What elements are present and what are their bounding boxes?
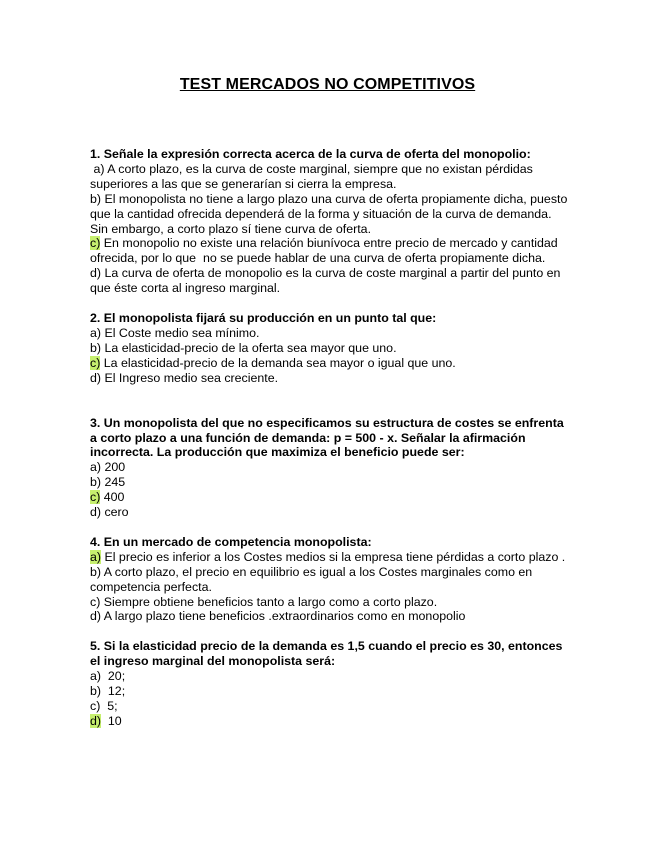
option-letter-highlighted: d) <box>90 713 102 728</box>
question-2 <box>90 311 568 386</box>
question-3 <box>90 416 568 520</box>
option-d <box>90 505 568 520</box>
option-text: cero <box>101 505 129 520</box>
option-text: A corto plazo, el precio en equilibrio es igual a los Costes marginales como en competencia perfecta. <box>90 564 536 594</box>
option-letter-highlighted: c) <box>90 236 101 251</box>
option-text: 5; <box>100 699 118 713</box>
option-letter: d) <box>90 609 102 624</box>
option-text: El Coste medio sea mínimo. <box>101 325 260 340</box>
option-c <box>90 490 568 505</box>
option-c <box>90 595 568 610</box>
question-text: 3. Un monopolista del que no especificamos su estructura de costes se enfrenta a corto plazo a una función de demanda: p = 500 - x. Señalar la afirmación incorrecta. La producción que maximiza el beneficio puede ser: <box>90 415 564 460</box>
option-letter: b) <box>90 684 102 699</box>
option-d <box>90 371 568 386</box>
option-letter-highlighted: a) <box>90 549 102 564</box>
option-text: 12; <box>101 684 126 699</box>
option-text: El Ingreso medio sea creciente. <box>101 370 279 385</box>
option-letter: a) <box>90 325 102 340</box>
option-letter: c) <box>90 594 101 609</box>
question-text: 1. Señale la expresión correcta acerca de la curva de oferta del monopolio: <box>90 147 531 161</box>
option-letter: d) <box>90 505 102 520</box>
question-text: 2. El monopolista fijará su producción en un punto tal que: <box>90 311 437 326</box>
option-letter: a) <box>90 669 102 684</box>
option-b <box>90 475 568 490</box>
option-text: A corto plazo, es la curva de coste marginal, siempre que no existan pérdidas superiores a las que se generarían si cierra la empresa. <box>90 161 537 191</box>
option-a <box>90 669 568 684</box>
option-letter: c) <box>90 699 101 713</box>
option-text: El monopolista no tiene a largo plazo una curva de oferta propiamente dicha, puesto que la cantidad ofrecida dependerá de la forma y situación de la curva de demanda. Sin embargo, a corto plazo sí tiene curva de oferta. <box>90 191 571 236</box>
option-c <box>90 236 568 266</box>
question-list <box>90 147 571 729</box>
option-text: 200 <box>101 460 126 475</box>
option-b <box>90 191 571 237</box>
option-d <box>90 266 568 296</box>
option-letter: b) <box>90 191 102 206</box>
option-text: A largo plazo tiene beneficios .extraordinarios como en monopolio <box>101 609 466 624</box>
option-letter-highlighted: c) <box>90 490 101 505</box>
option-text: La curva de oferta de monopolio es la curva de coste marginal a partir del punto en que éste corta al ingreso marginal. <box>90 266 564 296</box>
option-letter-highlighted: c) <box>90 355 101 370</box>
option-text: 10 <box>101 713 122 728</box>
option-letter: a) <box>90 460 102 475</box>
option-c <box>90 356 568 371</box>
question-text: 4. En un mercado de competencia monopolista: <box>90 534 372 549</box>
option-letter: d) <box>90 370 102 385</box>
option-d <box>90 714 568 729</box>
option-text: Siempre obtiene beneficios tanto a largo como a corto plazo. <box>100 594 438 609</box>
option-a <box>90 550 568 565</box>
question-5 <box>90 639 568 728</box>
option-text: 400 <box>100 490 125 505</box>
option-text: La elasticidad-precio de la oferta sea mayor que uno. <box>101 340 397 355</box>
question-text: 5. Si la elasticidad precio de la demanda es 1,5 cuando el precio es 30, entonces el ingreso marginal del monopolista será: <box>90 639 563 669</box>
option-letter: b) <box>90 475 102 490</box>
option-b <box>90 684 568 699</box>
question-1 <box>90 147 571 296</box>
option-a <box>90 460 568 475</box>
option-letter: a) <box>90 161 105 176</box>
option-b <box>90 565 568 595</box>
option-text: En monopolio no existe una relación biunívoca entre precio de mercado y cantidad ofrecida, por lo que no se puede hablar de una curva de oferta propiamente dicha. <box>90 236 562 266</box>
option-text: 20; <box>101 669 126 684</box>
question-4 <box>90 535 568 624</box>
option-letter: d) <box>90 266 102 281</box>
page-title: TEST MERCADOS NO COMPETITIVOS <box>179 76 476 93</box>
option-b <box>90 341 568 356</box>
option-letter: b) <box>90 564 102 579</box>
option-text: La elasticidad-precio de la demanda sea mayor o igual que uno. <box>100 355 456 370</box>
option-d <box>90 609 568 624</box>
option-text: 245 <box>101 475 126 490</box>
option-a <box>90 162 568 192</box>
option-letter: b) <box>90 340 102 355</box>
option-c <box>90 699 568 714</box>
option-text: El precio es inferior a los Costes medios si la empresa tiene pérdidas a corto plazo . <box>101 549 566 564</box>
option-a <box>90 326 568 341</box>
